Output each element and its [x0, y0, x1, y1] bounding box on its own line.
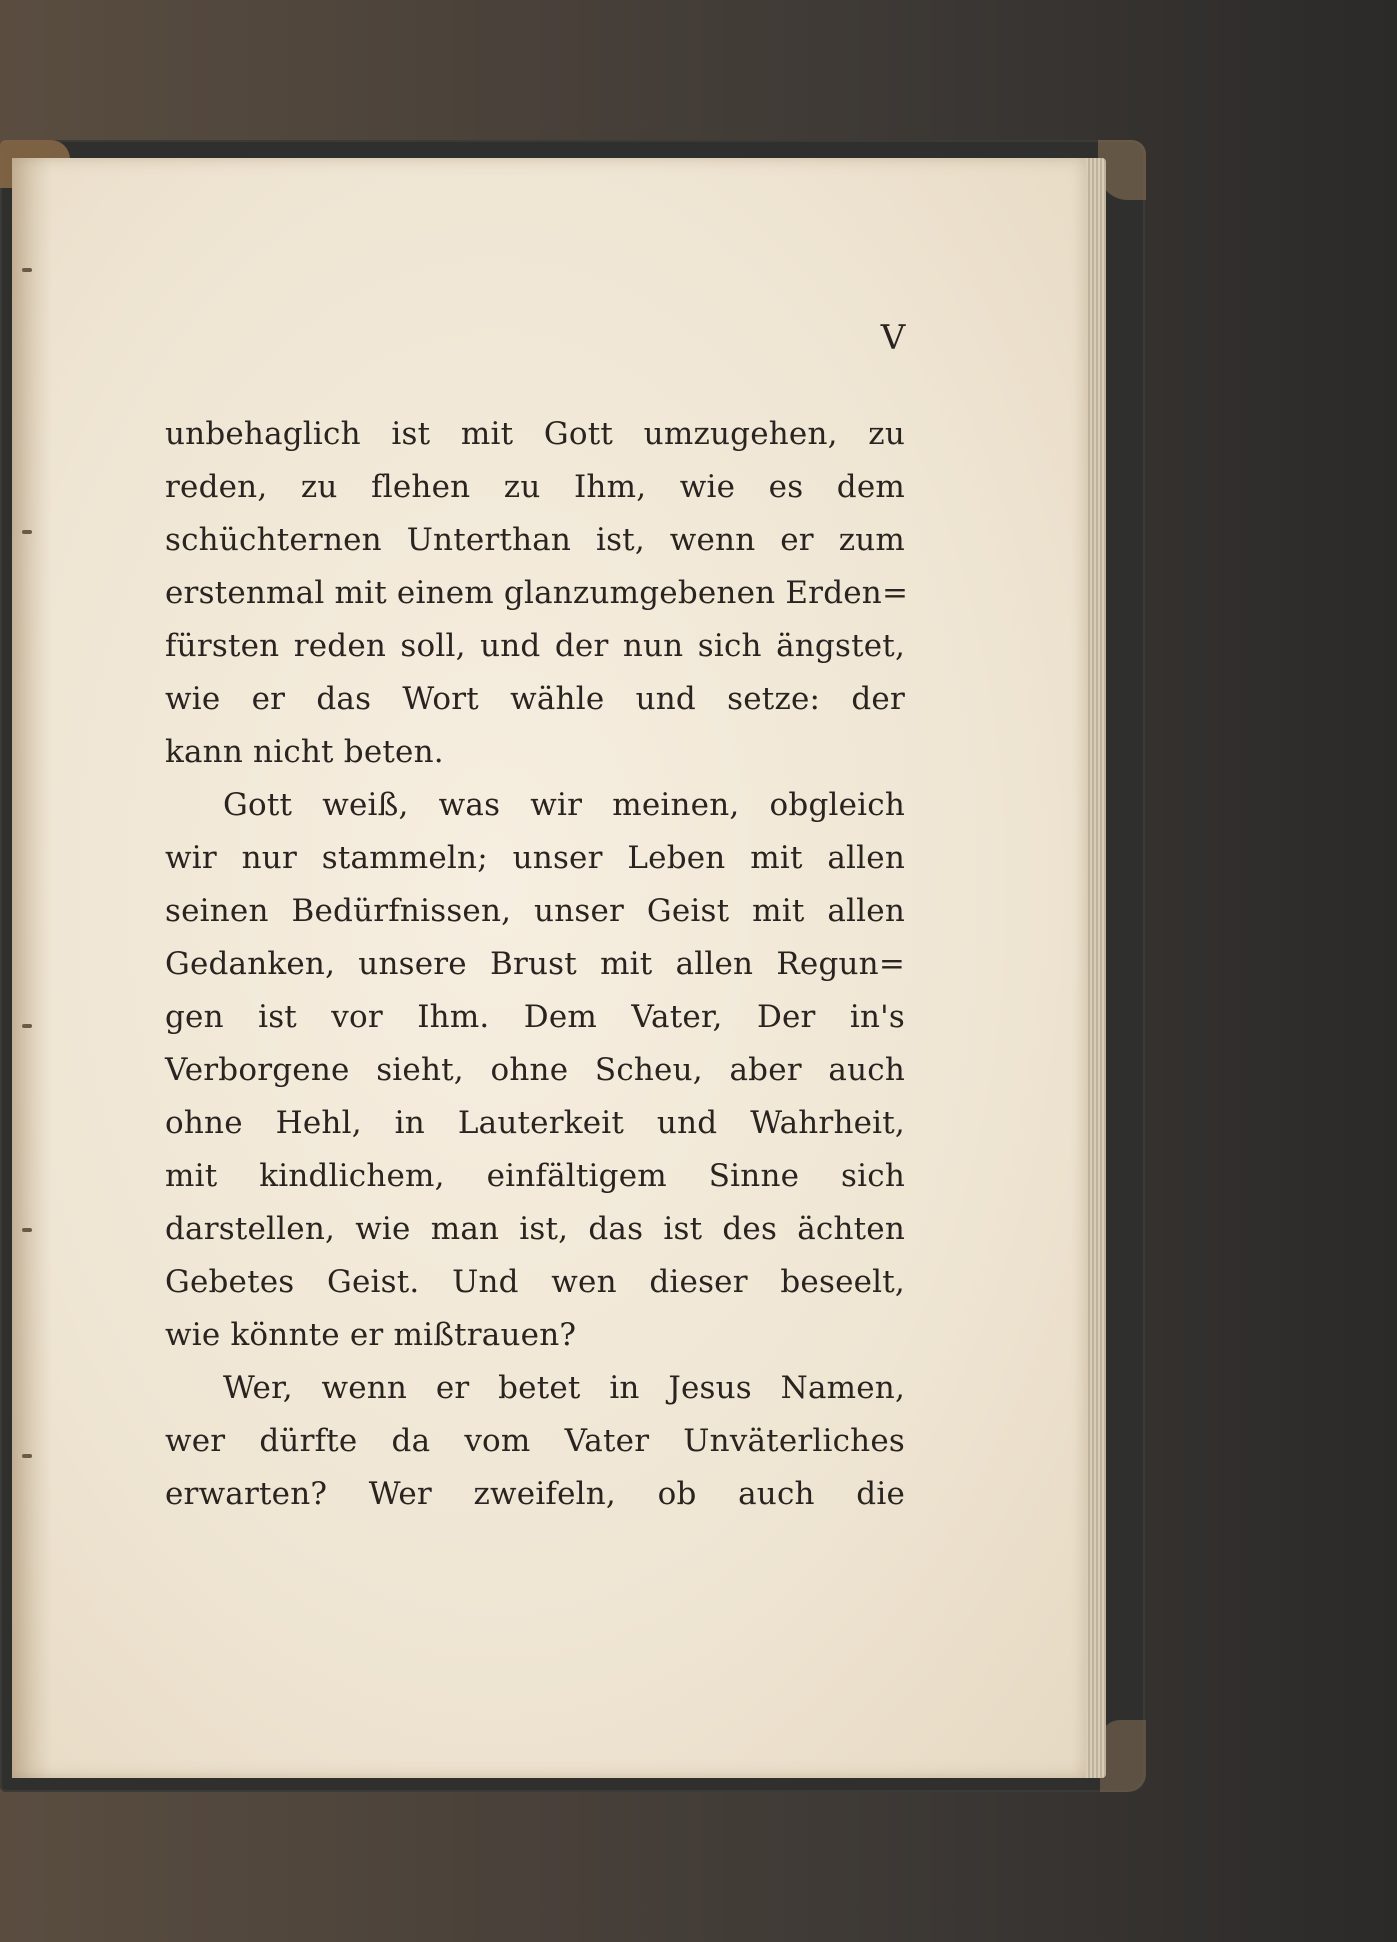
text-line: reden, zu flehen zu Ihm, wie es dem: [165, 469, 905, 505]
margin-mark: [22, 268, 32, 272]
text-line: wie könnte er mißtrauen?: [165, 1317, 577, 1353]
body-text: [165, 408, 909, 1521]
text-line: fürsten reden soll, und der nun sich ängstet,: [165, 628, 905, 664]
text-line: wer dürfte da vom Vater Unväterliches: [165, 1423, 905, 1459]
text-line: ohne Hehl, in Lauterkeit und Wahrheit,: [165, 1105, 905, 1141]
text-line: darstellen, wie man ist, das ist des ächten: [165, 1211, 905, 1247]
text-line: Gebetes Geist. Und wen dieser beseelt,: [165, 1264, 905, 1300]
text-line: kann nicht beten.: [165, 734, 444, 770]
margin-mark: [22, 530, 32, 534]
margin-mark: [22, 1228, 32, 1232]
text-line: Gedanken, unsere Brust mit allen Regun=: [165, 946, 905, 982]
text-line: unbehaglich ist mit Gott umzugehen, zu: [165, 416, 905, 452]
text-line: Wer, wenn er betet in Jesus Namen,: [223, 1370, 905, 1406]
text-line: erstenmal mit einem glanzumgebenen Erden=: [165, 575, 909, 611]
text-line: erwarten? Wer zweifeln, ob auch die: [165, 1476, 905, 1512]
text-line: Gott weiß, was wir meinen, obgleich: [223, 787, 905, 823]
text-line: Verborgene sieht, ohne Scheu, aber auch: [165, 1052, 905, 1088]
margin-mark: [22, 1024, 32, 1028]
page-number: V: [880, 318, 906, 358]
text-line: wie er das Wort wähle und setze: der: [165, 681, 905, 717]
text-line: seinen Bedürfnissen, unser Geist mit allen: [165, 893, 905, 929]
cover-corner-wear: [1100, 1720, 1146, 1792]
page-gutter-shadow: [12, 158, 52, 1778]
margin-mark: [22, 1454, 32, 1458]
text-line: schüchternen Unterthan ist, wenn er zum: [165, 522, 905, 558]
text-line: mit kindlichem, einfältigem Sinne sich: [165, 1158, 905, 1194]
text-line: wir nur stammeln; unser Leben mit allen: [165, 840, 905, 876]
text-line: gen ist vor Ihm. Dem Vater, Der in's: [165, 999, 905, 1035]
